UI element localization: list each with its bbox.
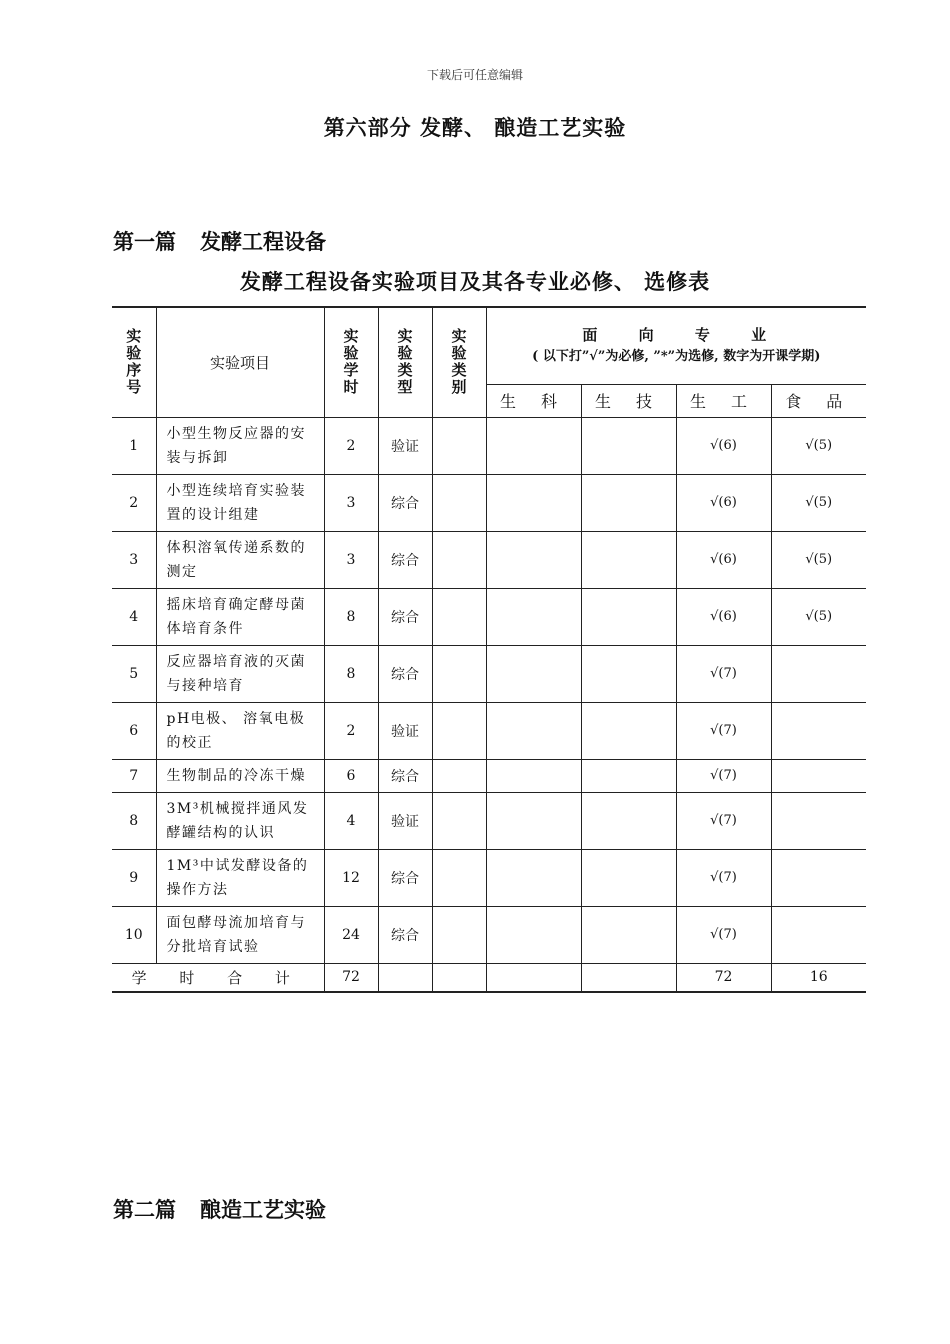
experiment-table — [112, 306, 866, 993]
section-label: 第一篇 — [113, 229, 176, 254]
total-empty — [432, 963, 486, 992]
cell-major-1 — [486, 906, 581, 963]
cell-type: 综合 — [378, 588, 432, 645]
table-row — [112, 588, 866, 645]
cell-category — [432, 792, 486, 849]
cell-major-3: √(7) — [676, 906, 771, 963]
cell-category — [432, 645, 486, 702]
cell-seq: 10 — [112, 906, 156, 963]
cell-category — [432, 849, 486, 906]
cell-major-4 — [771, 849, 866, 906]
cell-type: 综合 — [378, 474, 432, 531]
cell-major-4 — [771, 906, 866, 963]
total-major-3: 72 — [676, 963, 771, 992]
cell-major-3: √(6) — [676, 531, 771, 588]
section-title: 发酵工程设备 — [200, 229, 326, 254]
cell-seq: 5 — [112, 645, 156, 702]
cell-type: 验证 — [378, 417, 432, 474]
cell-major-4 — [771, 759, 866, 792]
cell-category — [432, 588, 486, 645]
cell-hours: 8 — [324, 588, 378, 645]
cell-category — [432, 474, 486, 531]
cell-major-3: √(6) — [676, 417, 771, 474]
table-row — [112, 417, 866, 474]
cell-major-1 — [486, 588, 581, 645]
header-major-3: 生 工 — [676, 384, 771, 417]
cell-hours: 24 — [324, 906, 378, 963]
cell-major-4 — [771, 792, 866, 849]
cell-major-1 — [486, 702, 581, 759]
header-item: 实验项目 — [156, 307, 324, 417]
cell-item: 体积溶氧传递系数的测定 — [156, 531, 324, 588]
cell-major-2 — [581, 849, 676, 906]
cell-hours: 8 — [324, 645, 378, 702]
cell-hours: 2 — [324, 417, 378, 474]
section-heading-2 — [113, 1194, 326, 1224]
watermark-text: 下载后可任意编辑 — [426, 68, 523, 82]
facing-note: ( 以下打”√”为必修, ”*”为选修, 数字为开课学期) — [532, 348, 821, 364]
cell-major-4 — [771, 702, 866, 759]
cell-major-1 — [486, 849, 581, 906]
cell-major-2 — [581, 792, 676, 849]
cell-hours: 4 — [324, 792, 378, 849]
cell-item: 3M³机械搅拌通风发酵罐结构的认识 — [156, 792, 324, 849]
cell-major-2 — [581, 531, 676, 588]
cell-major-2 — [581, 906, 676, 963]
cell-major-3: √(7) — [676, 759, 771, 792]
table-row — [112, 645, 866, 702]
table-title: 发酵工程设备实验项目及其各专业必修、 选修表 — [239, 269, 711, 294]
cell-seq: 3 — [112, 531, 156, 588]
cell-seq: 7 — [112, 759, 156, 792]
part-title: 第六部分 发酵、 酿造工艺实验 — [323, 115, 627, 140]
cell-category — [432, 531, 486, 588]
cell-hours: 6 — [324, 759, 378, 792]
cell-major-1 — [486, 759, 581, 792]
cell-major-1 — [486, 645, 581, 702]
cell-major-4 — [771, 645, 866, 702]
cell-category — [432, 417, 486, 474]
cell-major-3: √(7) — [676, 702, 771, 759]
cell-seq: 2 — [112, 474, 156, 531]
cell-major-4: √(5) — [771, 531, 866, 588]
total-empty — [581, 963, 676, 992]
cell-seq: 9 — [112, 849, 156, 906]
cell-major-4: √(5) — [771, 417, 866, 474]
cell-major-3: √(7) — [676, 645, 771, 702]
total-major-4: 16 — [771, 963, 866, 992]
cell-seq: 8 — [112, 792, 156, 849]
cell-type: 综合 — [378, 906, 432, 963]
cell-major-3: √(6) — [676, 474, 771, 531]
cell-major-2 — [581, 702, 676, 759]
cell-item: pH电极、 溶氧电极的校正 — [156, 702, 324, 759]
cell-category — [432, 759, 486, 792]
header-major-4: 食 品 — [771, 384, 866, 417]
cell-seq: 1 — [112, 417, 156, 474]
cell-hours: 12 — [324, 849, 378, 906]
table-row — [112, 474, 866, 531]
table-row — [112, 702, 866, 759]
cell-type: 综合 — [378, 645, 432, 702]
cell-item: 面包酵母流加培育与分批培育试验 — [156, 906, 324, 963]
cell-category — [432, 906, 486, 963]
table-row — [112, 906, 866, 963]
section-title: 酿造工艺实验 — [200, 1197, 326, 1222]
cell-item: 小型连续培育实验装置的设计组建 — [156, 474, 324, 531]
cell-major-1 — [486, 531, 581, 588]
cell-major-1 — [486, 417, 581, 474]
cell-major-2 — [581, 588, 676, 645]
facing-title: 面 向 专 业 — [582, 325, 785, 344]
cell-major-2 — [581, 417, 676, 474]
cell-major-1 — [486, 474, 581, 531]
total-label: 学 时 合 计 — [112, 963, 324, 992]
cell-item: 1M³中试发酵设备的操作方法 — [156, 849, 324, 906]
cell-type: 综合 — [378, 849, 432, 906]
cell-item: 小型生物反应器的安装与拆卸 — [156, 417, 324, 474]
cell-major-1 — [486, 792, 581, 849]
cell-major-4: √(5) — [771, 588, 866, 645]
table-row — [112, 759, 866, 792]
header-seq: 实验序号 — [112, 307, 156, 417]
cell-type: 综合 — [378, 531, 432, 588]
header-type: 实验类型 — [378, 307, 432, 417]
section-label: 第二篇 — [113, 1197, 176, 1222]
cell-seq: 4 — [112, 588, 156, 645]
total-empty — [378, 963, 432, 992]
cell-major-2 — [581, 759, 676, 792]
cell-major-3: √(7) — [676, 792, 771, 849]
header-category: 实验类别 — [432, 307, 486, 417]
cell-hours: 2 — [324, 702, 378, 759]
cell-major-4: √(5) — [771, 474, 866, 531]
cell-major-3: √(6) — [676, 588, 771, 645]
cell-hours: 3 — [324, 474, 378, 531]
cell-item: 反应器培育液的灭菌与接种培育 — [156, 645, 324, 702]
cell-category — [432, 702, 486, 759]
total-hours: 72 — [324, 963, 378, 992]
cell-major-2 — [581, 474, 676, 531]
cell-seq: 6 — [112, 702, 156, 759]
header-major-1: 生 科 — [486, 384, 581, 417]
table-row — [112, 531, 866, 588]
total-empty — [486, 963, 581, 992]
header-facing — [486, 307, 866, 384]
cell-type: 验证 — [378, 792, 432, 849]
cell-major-2 — [581, 645, 676, 702]
total-row — [112, 963, 866, 992]
section-heading-1 — [113, 226, 326, 256]
header-hours: 实验学时 — [324, 307, 378, 417]
cell-type: 验证 — [378, 702, 432, 759]
cell-item: 摇床培育确定酵母菌体培育条件 — [156, 588, 324, 645]
cell-item: 生物制品的冷冻干燥 — [156, 759, 324, 792]
table-row — [112, 792, 866, 849]
table-row — [112, 849, 866, 906]
cell-hours: 3 — [324, 531, 378, 588]
header-major-2: 生 技 — [581, 384, 676, 417]
cell-type: 综合 — [378, 759, 432, 792]
cell-major-3: √(7) — [676, 849, 771, 906]
